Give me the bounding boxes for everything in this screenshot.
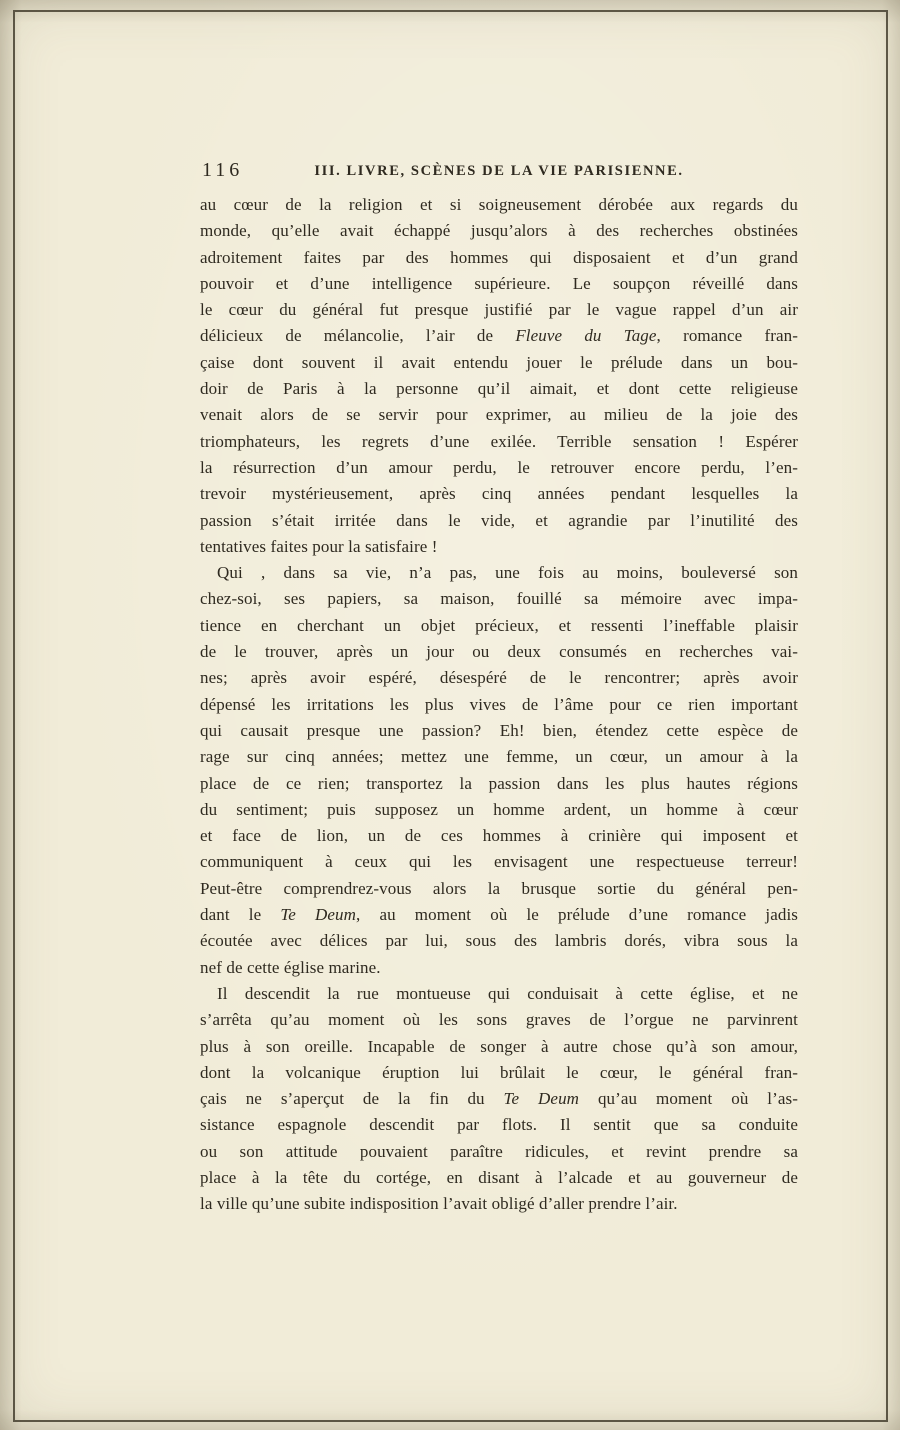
text-segment: çais ne s’aperçut de la fin du — [200, 1089, 504, 1109]
text-line — [200, 481, 798, 507]
text-segment: délicieux de mélancolie, l’air de — [200, 326, 516, 346]
page-number: 116 — [202, 159, 244, 181]
text-line — [200, 245, 798, 271]
text-line — [200, 955, 798, 981]
text-line — [200, 639, 798, 665]
text-segment: dant le — [200, 905, 281, 925]
text-segment: sistance espagnole descendit par flots. Il sentit que sa conduite — [200, 1115, 798, 1135]
text-segment: la ville qu’une subite indisposition l’avait obligé d’aller prendre l’air. — [200, 1194, 678, 1214]
text-line — [200, 586, 798, 612]
body-text — [200, 192, 798, 1218]
text-line — [200, 849, 798, 875]
italic-text: Te Deum — [280, 905, 357, 925]
text-segment: tience en cherchant un objet précieux, et ressenti l’ineffable plaisir — [200, 615, 798, 635]
text-line — [200, 429, 798, 455]
text-segment: , romance fran- — [656, 326, 798, 346]
text-line — [200, 613, 798, 639]
text-segment: place à la tête du cortége, en disant à l’alcade et au gouverneur de — [200, 1167, 798, 1187]
text-line — [200, 1112, 798, 1138]
text-segment: ou son attitude pouvaient paraître ridicules, et revint prendre sa — [200, 1141, 798, 1161]
text-line — [200, 1060, 798, 1086]
italic-text: Fleuve du Tage — [515, 326, 657, 346]
text-segment: doir de Paris à la personne qu’il aimait, et dont cette religieuse — [200, 379, 798, 399]
paragraph — [200, 981, 798, 1218]
text-line — [200, 271, 798, 297]
text-line — [200, 928, 798, 954]
text-line — [200, 1007, 798, 1033]
text-segment: dépensé les irritations les plus vives de l’âme pour ce rien important — [200, 694, 798, 714]
text-segment: le cœur du général fut presque justifié par le vague rappel d’un air — [200, 300, 798, 320]
text-segment: triomphateurs, les regrets d’une exilée. Terrible sensation ! Espérer — [200, 431, 798, 451]
text-line — [200, 981, 798, 1007]
text-segment: passion s’était irritée dans le vide, et agrandie par l’inutilité des — [200, 510, 798, 530]
text-segment: dont la volcanique éruption lui brûlait le cœur, le général fran- — [200, 1062, 798, 1082]
text-segment: la résurrection d’un amour perdu, le retrouver encore perdu, l’en- — [200, 457, 798, 477]
text-segment: çaise dont souvent il avait entendu jouer le prélude dans un bou- — [200, 352, 798, 372]
text-block — [200, 160, 798, 1218]
text-line — [200, 455, 798, 481]
text-segment: venait alors de se servir pour exprimer, au milieu de la joie des — [200, 405, 798, 425]
text-line — [200, 797, 798, 823]
text-segment: de le trouver, après un jour ou deux consumés en recherches vai- — [200, 642, 798, 662]
paragraph — [200, 560, 798, 981]
text-segment: chez-soi, ses papiers, sa maison, fouillé sa mémoire avec impa- — [200, 589, 798, 609]
text-line — [200, 508, 798, 534]
text-segment: , au moment où le prélude d’une romance jadis — [356, 905, 798, 925]
text-line — [200, 1165, 798, 1191]
text-segment: Il descendit la rue montueuse qui conduisait à cette église, et ne — [217, 983, 798, 1003]
text-segment: s’arrêta qu’au moment où les sons graves de l’orgue ne parvinrent — [200, 1010, 798, 1030]
text-line — [200, 718, 798, 744]
text-segment: plus à son oreille. Incapable de songer à autre chose qu’à son amour, — [200, 1036, 798, 1056]
text-segment: Qui , dans sa vie, n’a pas, une fois au moins, bouleversé son — [217, 563, 798, 583]
text-segment: place de ce rien; transportez la passion dans les plus hautes régions — [200, 773, 798, 793]
text-line — [200, 1191, 798, 1217]
text-segment: rage sur cinq années; mettez une femme, un cœur, un amour à la — [200, 747, 798, 767]
text-line — [200, 402, 798, 428]
text-line — [200, 876, 798, 902]
text-line — [200, 534, 798, 560]
text-line — [200, 1034, 798, 1060]
text-line — [200, 902, 798, 928]
text-segment: nef de cette église marine. — [200, 957, 381, 977]
text-segment: au cœur de la religion et si soigneusement dérobée aux regards du — [200, 195, 798, 214]
text-segment: tentatives faites pour la satisfaire ! — [200, 536, 438, 556]
text-line — [200, 744, 798, 770]
text-line — [200, 560, 798, 586]
text-line — [200, 692, 798, 718]
text-line — [200, 218, 798, 244]
text-line — [200, 665, 798, 691]
text-line — [200, 376, 798, 402]
text-line — [200, 323, 798, 349]
text-segment: trevoir mystérieusement, après cinq années pendant lesquelles la — [200, 484, 798, 504]
text-segment: qu’au moment où l’as- — [579, 1089, 799, 1109]
text-segment: adroitement faites par des hommes qui disposaient et d’un grand — [200, 247, 798, 267]
text-segment: et face de lion, un de ces hommes à crinière qui imposent et — [200, 826, 798, 846]
text-segment: écoutée avec délices par lui, sous des lambris dorés, vibra sous la — [200, 931, 798, 951]
text-line — [200, 823, 798, 849]
text-segment: qui causait presque une passion? Eh! bien, étendez cette espèce de — [200, 720, 798, 740]
paragraph — [200, 192, 798, 560]
text-line — [200, 350, 798, 376]
text-line — [200, 1139, 798, 1165]
text-segment: Peut-être comprendrez-vous alors la brusque sortie du général pen- — [200, 878, 798, 898]
text-line — [200, 192, 798, 218]
text-line — [200, 297, 798, 323]
text-segment: nes; après avoir espéré, désespéré de le rencontrer; après avoir — [200, 668, 798, 688]
text-segment: du sentiment; puis supposez un homme ardent, un homme à cœur — [200, 799, 798, 819]
italic-text: Te Deum — [503, 1089, 580, 1109]
text-line — [200, 1086, 798, 1112]
text-segment: monde, qu’elle avait échappé jusqu’alors à des recherches obstinées — [200, 221, 798, 241]
text-segment: communiquent à ceux qui les envisagent une respectueuse terreur! — [200, 852, 798, 872]
running-title: III. LIVRE, SCÈNES DE LA VIE PARISIENNE. — [314, 163, 684, 179]
text-segment: pouvoir et d’une intelligence supérieure. Le soupçon réveillé dans — [200, 273, 798, 293]
page-header — [200, 160, 798, 182]
text-line — [200, 771, 798, 797]
